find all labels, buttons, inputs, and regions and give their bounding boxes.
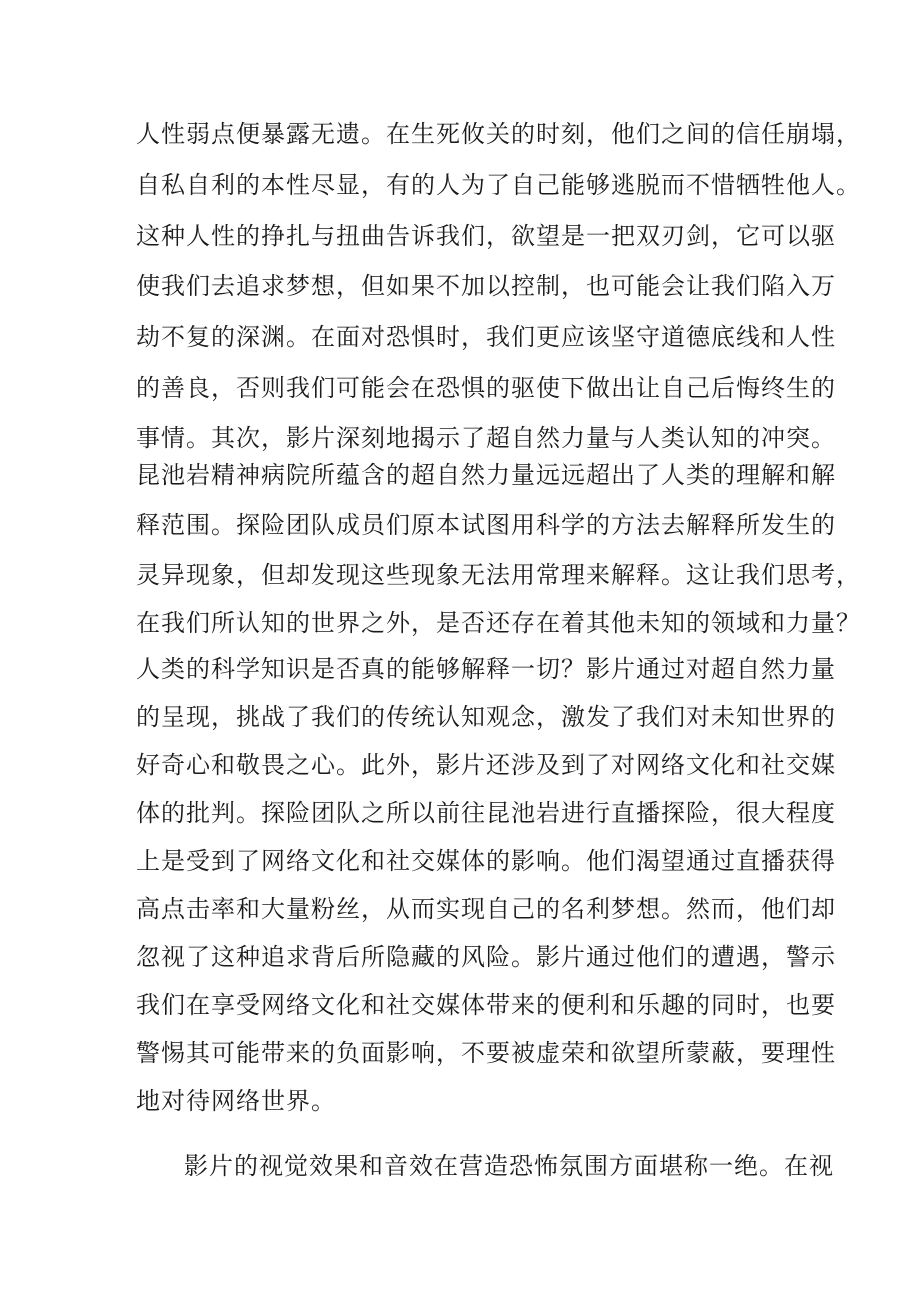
text-line: 地对待网络世界。 bbox=[136, 1087, 336, 1115]
text-line: 警惕其可能带来的负面影响，不要被虚荣和欲望所蒙蔽，要理性 bbox=[136, 1039, 836, 1067]
text-line: 人性弱点便暴露无遗。在生死攸关的时刻，他们之间的信任崩塌， bbox=[136, 120, 861, 148]
text-line: 释范围。探险团队成员们原本试图用科学的方法去解释所发生的 bbox=[136, 511, 836, 539]
text-line: 使我们去追求梦想，但如果不加以控制，也可能会让我们陷入万 bbox=[136, 272, 836, 300]
text-line: 这种人性的挣扎与扭曲告诉我们，欲望是一把双刃剑，它可以驱 bbox=[136, 222, 836, 250]
text-line: 的呈现，挑战了我们的传统认知观念，激发了我们对未知世界的 bbox=[136, 703, 836, 731]
text-line: 灵异现象，但却发现这些现象无法用常理来解释。这让我们思考， bbox=[136, 561, 861, 589]
text-line: 高点击率和大量粉丝，从而实现自己的名利梦想。然而，他们却 bbox=[136, 895, 836, 923]
text-line: 忽视了这种追求背后所隐藏的风险。影片通过他们的遭遇，警示 bbox=[136, 943, 836, 971]
text-line: 上是受到了网络文化和社交媒体的影响。他们渴望通过直播获得 bbox=[136, 847, 836, 875]
text-line: 在我们所认知的世界之外，是否还存在着其他未知的领域和力量？ bbox=[136, 609, 861, 637]
text-line: 自私自利的本性尽显，有的人为了自己能够逃脱而不惜牺牲他人。 bbox=[136, 171, 861, 199]
text-line: 好奇心和敬畏之心。此外，影片还涉及到了对网络文化和社交媒 bbox=[136, 751, 836, 779]
text-line: 昆池岩精神病院所蕴含的超自然力量远远超出了人类的理解和解 bbox=[136, 461, 836, 489]
text-line: 事情。其次，影片深刻地揭示了超自然力量与人类认知的冲突。 bbox=[136, 424, 836, 452]
paragraph-first-line: 影片的视觉效果和音效在营造恐怖氛围方面堪称一绝。在视 bbox=[184, 1152, 834, 1180]
text-line: 人类的科学知识是否真的能够解释一切？影片通过对超自然力量 bbox=[136, 655, 836, 683]
text-line: 的善良，否则我们可能会在恐惧的驱使下做出让自己后悔终生的 bbox=[136, 374, 836, 402]
text-line: 体的批判。探险团队之所以前往昆池岩进行直播探险，很大程度 bbox=[136, 799, 836, 827]
text-line: 劫不复的深渊。在面对恐惧时，我们更应该坚守道德底线和人性 bbox=[136, 323, 836, 351]
text-line: 我们在享受网络文化和社交媒体带来的便利和乐趣的同时，也要 bbox=[136, 991, 836, 1019]
